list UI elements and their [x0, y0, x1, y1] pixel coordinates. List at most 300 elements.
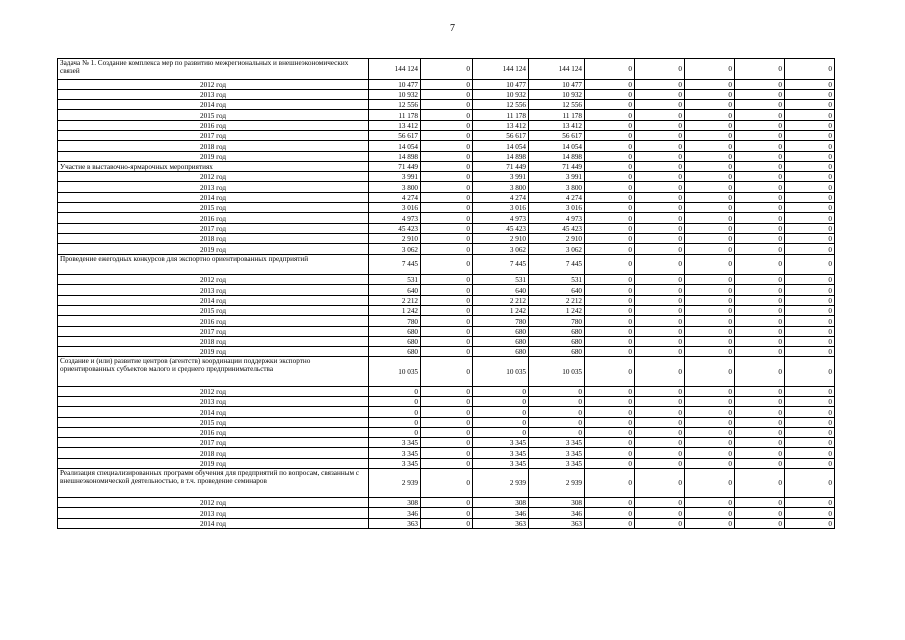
section-total-cell: 71 449	[473, 161, 529, 171]
value-cell: 0	[585, 508, 635, 518]
value-cell: 0	[785, 182, 835, 192]
value-cell: 0	[685, 427, 735, 437]
value-cell: 640	[473, 285, 529, 295]
value-cell: 0	[585, 151, 635, 161]
value-cell: 14 054	[529, 141, 585, 151]
value-cell: 0	[735, 151, 785, 161]
value-cell: 0	[585, 192, 635, 202]
year-row	[58, 110, 835, 120]
value-cell: 0	[785, 396, 835, 406]
value-cell: 0	[685, 508, 735, 518]
value-cell: 0	[635, 172, 685, 182]
value-cell: 0	[473, 427, 529, 437]
value-cell: 13 412	[529, 120, 585, 130]
value-cell: 0	[785, 141, 835, 151]
value-cell: 0	[785, 427, 835, 437]
section-total-cell: 0	[735, 59, 785, 80]
section-total-cell: 0	[685, 59, 735, 80]
section-total-cell: 0	[735, 357, 785, 386]
value-cell: 0	[585, 336, 635, 346]
value-cell: 0	[735, 518, 785, 528]
value-cell: 0	[785, 305, 835, 315]
year-row	[58, 417, 835, 427]
value-cell: 13 412	[473, 120, 529, 130]
section-total-cell: 144 124	[529, 59, 585, 80]
year-row	[58, 448, 835, 458]
value-cell: 0	[785, 275, 835, 285]
year-row	[58, 336, 835, 346]
value-cell: 10 477	[369, 79, 421, 89]
value-cell: 0	[585, 79, 635, 89]
value-cell: 0	[421, 79, 473, 89]
value-cell: 0	[529, 417, 585, 427]
value-cell: 2 212	[529, 295, 585, 305]
value-cell: 14 054	[369, 141, 421, 151]
value-cell: 0	[635, 448, 685, 458]
value-cell: 0	[421, 427, 473, 437]
value-cell: 1 242	[369, 305, 421, 315]
value-cell: 0	[685, 407, 735, 417]
value-cell: 0	[421, 192, 473, 202]
value-cell: 0	[635, 508, 685, 518]
value-cell: 0	[685, 233, 735, 243]
value-cell: 1 242	[529, 305, 585, 315]
value-cell: 0	[421, 508, 473, 518]
value-cell: 3 345	[473, 448, 529, 458]
value-cell: 0	[735, 326, 785, 336]
value-cell: 4 274	[473, 192, 529, 202]
value-cell: 0	[421, 120, 473, 130]
year-label: 2012 год	[58, 172, 369, 182]
value-cell: 0	[685, 458, 735, 468]
budget-table	[57, 58, 835, 529]
value-cell: 3 800	[473, 182, 529, 192]
value-cell: 0	[369, 396, 421, 406]
value-cell: 0	[785, 100, 835, 110]
value-cell: 0	[635, 316, 685, 326]
value-cell: 0	[635, 417, 685, 427]
value-cell: 346	[473, 508, 529, 518]
section-total-cell: 2 939	[529, 468, 585, 497]
section-total-cell: 71 449	[369, 161, 421, 171]
value-cell: 0	[635, 427, 685, 437]
value-cell: 0	[585, 498, 635, 508]
value-cell: 0	[685, 275, 735, 285]
section-total-cell: 0	[585, 468, 635, 497]
value-cell: 0	[421, 110, 473, 120]
value-cell: 0	[735, 347, 785, 357]
year-label: 2017 год	[58, 223, 369, 233]
value-cell: 0	[735, 275, 785, 285]
value-cell: 0	[421, 386, 473, 396]
value-cell: 0	[685, 336, 735, 346]
section-total-cell: 0	[585, 161, 635, 171]
value-cell: 3 800	[529, 182, 585, 192]
value-cell: 0	[685, 285, 735, 295]
value-cell: 0	[735, 110, 785, 120]
section-total-cell: 0	[735, 254, 785, 275]
value-cell: 0	[785, 508, 835, 518]
value-cell: 0	[585, 396, 635, 406]
value-cell: 0	[735, 438, 785, 448]
value-cell: 0	[685, 326, 735, 336]
value-cell: 10 932	[529, 89, 585, 99]
value-cell: 0	[585, 182, 635, 192]
value-cell: 0	[735, 213, 785, 223]
value-cell: 0	[635, 79, 685, 89]
value-cell: 0	[735, 130, 785, 140]
section-title: Реализация специализированных программ обучения для предприятий по вопросам, связанным с внешнеэкономической деятельностью, в т.ч. проведение семинаров	[58, 468, 369, 497]
year-row	[58, 407, 835, 417]
section-total-cell: 0	[635, 254, 685, 275]
value-cell: 0	[635, 141, 685, 151]
value-cell: 0	[785, 203, 835, 213]
value-cell: 0	[735, 458, 785, 468]
page-number: 7	[450, 23, 455, 34]
value-cell: 0	[635, 110, 685, 120]
value-cell: 0	[585, 275, 635, 285]
section-total-cell: 0	[421, 254, 473, 275]
value-cell: 0	[421, 407, 473, 417]
value-cell: 0	[685, 151, 735, 161]
value-cell: 3 062	[529, 244, 585, 254]
value-cell: 0	[421, 223, 473, 233]
value-cell: 14 054	[473, 141, 529, 151]
section-total-cell: 0	[685, 254, 735, 275]
year-row	[58, 89, 835, 99]
value-cell: 0	[685, 203, 735, 213]
section-total-cell: 7 445	[529, 254, 585, 275]
value-cell: 0	[421, 89, 473, 99]
value-cell: 0	[585, 89, 635, 99]
value-cell: 2 212	[473, 295, 529, 305]
section-title: Участие в выставочно-ярмарочных мероприятиях	[58, 161, 369, 171]
value-cell: 0	[685, 192, 735, 202]
section-total-cell: 0	[735, 468, 785, 497]
value-cell: 0	[585, 213, 635, 223]
value-cell: 0	[585, 386, 635, 396]
value-cell: 0	[685, 448, 735, 458]
section-row	[58, 357, 835, 386]
value-cell: 14 898	[473, 151, 529, 161]
section-total-cell: 10 035	[473, 357, 529, 386]
year-row	[58, 120, 835, 130]
value-cell: 0	[785, 347, 835, 357]
value-cell: 0	[785, 417, 835, 427]
value-cell: 0	[585, 120, 635, 130]
section-total-cell: 0	[585, 357, 635, 386]
value-cell: 0	[735, 295, 785, 305]
value-cell: 0	[635, 151, 685, 161]
value-cell: 0	[785, 498, 835, 508]
value-cell: 0	[635, 295, 685, 305]
year-label: 2017 год	[58, 438, 369, 448]
value-cell: 3 062	[473, 244, 529, 254]
value-cell: 3 345	[529, 458, 585, 468]
value-cell: 363	[369, 518, 421, 528]
value-cell: 0	[421, 295, 473, 305]
value-cell: 0	[735, 244, 785, 254]
value-cell: 0	[473, 386, 529, 396]
value-cell: 2 212	[369, 295, 421, 305]
value-cell: 0	[685, 182, 735, 192]
section-row	[58, 468, 835, 497]
value-cell: 0	[473, 407, 529, 417]
year-label: 2019 год	[58, 244, 369, 254]
value-cell: 0	[685, 89, 735, 99]
year-label: 2019 год	[58, 458, 369, 468]
value-cell: 0	[635, 89, 685, 99]
value-cell: 0	[685, 305, 735, 315]
value-cell: 0	[685, 172, 735, 182]
value-cell: 0	[421, 438, 473, 448]
budget-table-body	[58, 59, 835, 529]
section-total-cell: 0	[635, 161, 685, 171]
year-label: 2017 год	[58, 130, 369, 140]
value-cell: 0	[735, 386, 785, 396]
value-cell: 0	[635, 518, 685, 528]
value-cell: 0	[785, 120, 835, 130]
value-cell: 0	[421, 347, 473, 357]
value-cell: 0	[735, 305, 785, 315]
value-cell: 10 932	[473, 89, 529, 99]
year-row	[58, 223, 835, 233]
value-cell: 0	[685, 223, 735, 233]
value-cell: 0	[635, 120, 685, 130]
value-cell: 0	[421, 244, 473, 254]
value-cell: 0	[421, 130, 473, 140]
value-cell: 0	[635, 458, 685, 468]
year-row	[58, 203, 835, 213]
value-cell: 0	[785, 130, 835, 140]
value-cell: 0	[585, 285, 635, 295]
value-cell: 1 242	[473, 305, 529, 315]
value-cell: 0	[685, 518, 735, 528]
year-label: 2016 год	[58, 120, 369, 130]
value-cell: 56 617	[529, 130, 585, 140]
value-cell: 0	[785, 336, 835, 346]
value-cell: 0	[785, 518, 835, 528]
value-cell: 0	[585, 438, 635, 448]
year-label: 2018 год	[58, 141, 369, 151]
value-cell: 308	[473, 498, 529, 508]
section-total-cell: 0	[585, 59, 635, 80]
value-cell: 0	[685, 141, 735, 151]
value-cell: 0	[421, 518, 473, 528]
value-cell: 3 345	[473, 438, 529, 448]
year-row	[58, 305, 835, 315]
value-cell: 0	[785, 172, 835, 182]
value-cell: 0	[421, 100, 473, 110]
value-cell: 0	[735, 89, 785, 99]
year-label: 2018 год	[58, 233, 369, 243]
year-label: 2019 год	[58, 151, 369, 161]
value-cell: 0	[585, 305, 635, 315]
value-cell: 0	[735, 233, 785, 243]
value-cell: 3 345	[473, 458, 529, 468]
value-cell: 0	[785, 316, 835, 326]
value-cell: 680	[369, 347, 421, 357]
value-cell: 0	[635, 285, 685, 295]
section-title: Проведение ежегодных конкурсов для экспортно ориентированных предприятий	[58, 254, 369, 275]
year-label: 2017 год	[58, 326, 369, 336]
year-row	[58, 295, 835, 305]
value-cell: 0	[735, 79, 785, 89]
value-cell: 0	[421, 448, 473, 458]
value-cell: 0	[369, 386, 421, 396]
value-cell: 0	[585, 172, 635, 182]
value-cell: 0	[685, 130, 735, 140]
value-cell: 680	[369, 336, 421, 346]
value-cell: 0	[685, 79, 735, 89]
year-label: 2012 год	[58, 275, 369, 285]
value-cell: 12 556	[369, 100, 421, 110]
year-row	[58, 141, 835, 151]
value-cell: 0	[635, 386, 685, 396]
value-cell: 0	[685, 386, 735, 396]
section-total-cell: 0	[421, 468, 473, 497]
value-cell: 3 345	[369, 448, 421, 458]
year-row	[58, 182, 835, 192]
value-cell: 531	[473, 275, 529, 285]
section-total-cell: 0	[421, 59, 473, 80]
value-cell: 0	[785, 110, 835, 120]
value-cell: 0	[735, 120, 785, 130]
value-cell: 4 973	[369, 213, 421, 223]
year-label: 2014 год	[58, 518, 369, 528]
value-cell: 0	[685, 498, 735, 508]
value-cell: 0	[585, 407, 635, 417]
section-total-cell: 0	[785, 59, 835, 80]
value-cell: 0	[735, 448, 785, 458]
value-cell: 2 910	[473, 233, 529, 243]
section-total-cell: 0	[685, 357, 735, 386]
value-cell: 640	[369, 285, 421, 295]
year-label: 2014 год	[58, 407, 369, 417]
value-cell: 0	[369, 407, 421, 417]
value-cell: 0	[735, 192, 785, 202]
value-cell: 0	[635, 336, 685, 346]
value-cell: 346	[369, 508, 421, 518]
value-cell: 363	[473, 518, 529, 528]
value-cell: 0	[785, 213, 835, 223]
value-cell: 0	[585, 347, 635, 357]
value-cell: 0	[735, 141, 785, 151]
value-cell: 0	[585, 448, 635, 458]
section-total-cell: 0	[635, 357, 685, 386]
year-label: 2013 год	[58, 182, 369, 192]
section-total-cell: 0	[421, 161, 473, 171]
section-total-cell: 0	[685, 161, 735, 171]
value-cell: 0	[735, 285, 785, 295]
value-cell: 0	[735, 396, 785, 406]
value-cell: 0	[685, 120, 735, 130]
value-cell: 680	[529, 326, 585, 336]
value-cell: 0	[785, 79, 835, 89]
value-cell: 0	[735, 407, 785, 417]
value-cell: 0	[529, 396, 585, 406]
value-cell: 780	[473, 316, 529, 326]
value-cell: 0	[635, 213, 685, 223]
value-cell: 45 423	[529, 223, 585, 233]
year-label: 2013 год	[58, 89, 369, 99]
year-label: 2012 год	[58, 386, 369, 396]
value-cell: 0	[735, 427, 785, 437]
value-cell: 3 991	[473, 172, 529, 182]
value-cell: 0	[585, 316, 635, 326]
value-cell: 0	[473, 396, 529, 406]
value-cell: 0	[785, 244, 835, 254]
value-cell: 2 910	[369, 233, 421, 243]
value-cell: 0	[421, 326, 473, 336]
value-cell: 0	[635, 244, 685, 254]
value-cell: 0	[785, 407, 835, 417]
section-total-cell: 0	[785, 161, 835, 171]
value-cell: 0	[735, 336, 785, 346]
value-cell: 0	[529, 427, 585, 437]
value-cell: 0	[585, 141, 635, 151]
value-cell: 0	[785, 233, 835, 243]
value-cell: 0	[635, 203, 685, 213]
value-cell: 0	[421, 316, 473, 326]
value-cell: 0	[635, 223, 685, 233]
value-cell: 0	[685, 213, 735, 223]
value-cell: 14 898	[369, 151, 421, 161]
value-cell: 0	[635, 347, 685, 357]
value-cell: 0	[585, 427, 635, 437]
value-cell: 0	[585, 110, 635, 120]
value-cell: 0	[585, 130, 635, 140]
value-cell: 0	[635, 182, 685, 192]
section-total-cell: 144 124	[369, 59, 421, 80]
value-cell: 0	[635, 326, 685, 336]
value-cell: 0	[421, 458, 473, 468]
value-cell: 780	[529, 316, 585, 326]
value-cell: 0	[421, 498, 473, 508]
value-cell: 0	[585, 223, 635, 233]
year-label: 2013 год	[58, 285, 369, 295]
year-row	[58, 518, 835, 528]
value-cell: 0	[785, 458, 835, 468]
section-row	[58, 161, 835, 171]
value-cell: 0	[785, 223, 835, 233]
value-cell: 4 274	[369, 192, 421, 202]
value-cell: 640	[529, 285, 585, 295]
value-cell: 346	[529, 508, 585, 518]
value-cell: 0	[585, 244, 635, 254]
section-total-cell: 10 035	[369, 357, 421, 386]
value-cell: 56 617	[369, 130, 421, 140]
value-cell: 0	[785, 89, 835, 99]
value-cell: 0	[685, 316, 735, 326]
value-cell: 0	[685, 295, 735, 305]
year-label: 2013 год	[58, 396, 369, 406]
value-cell: 0	[369, 427, 421, 437]
value-cell: 0	[421, 305, 473, 315]
value-cell: 0	[635, 305, 685, 315]
value-cell: 0	[735, 203, 785, 213]
section-total-cell: 0	[635, 468, 685, 497]
value-cell: 0	[635, 438, 685, 448]
section-total-cell: 0	[785, 468, 835, 497]
value-cell: 3 016	[473, 203, 529, 213]
value-cell: 3 991	[369, 172, 421, 182]
value-cell: 680	[529, 347, 585, 357]
value-cell: 0	[635, 396, 685, 406]
value-cell: 0	[635, 130, 685, 140]
section-row	[58, 254, 835, 275]
value-cell: 0	[421, 285, 473, 295]
